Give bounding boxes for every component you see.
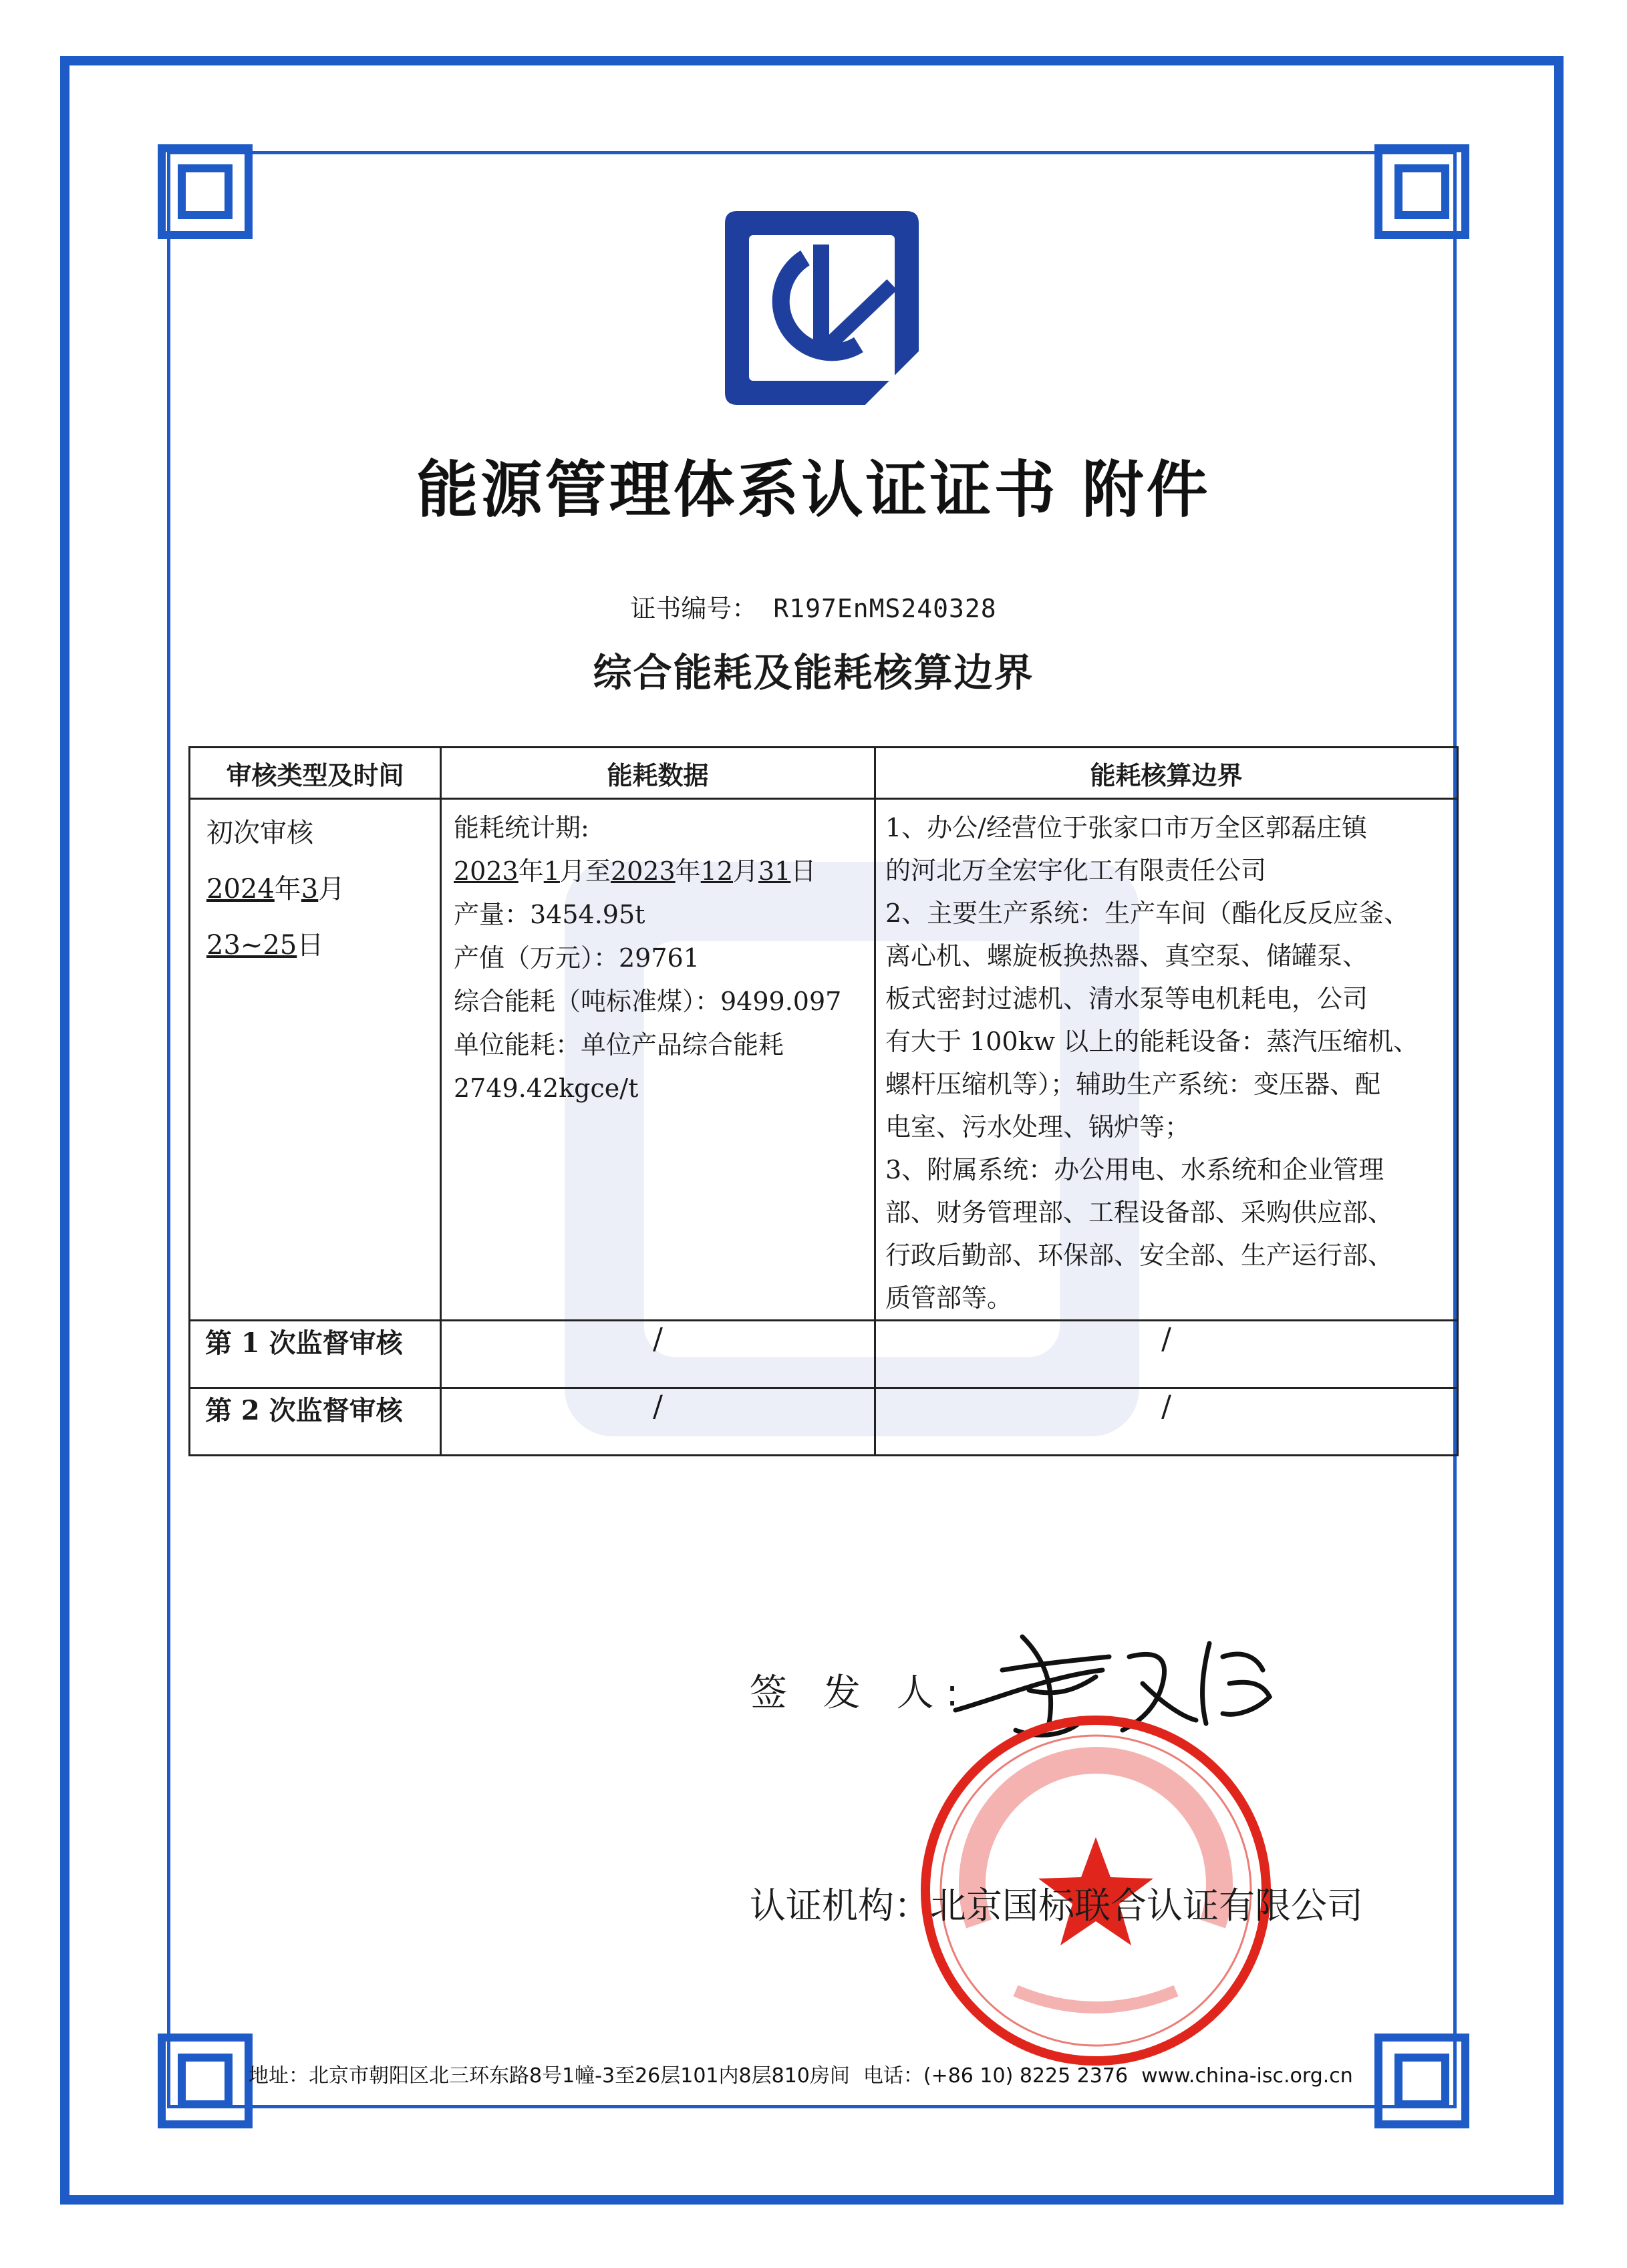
boundary-line: 1、办公/经营位于张家口市万全区郭磊庄镇 [885, 813, 1367, 842]
initial-audit-type: 初次审核 [206, 818, 313, 848]
certificate-number-label: 证书编号： [630, 594, 758, 623]
surveillance-1-boundary: / [875, 1321, 1458, 1388]
production-value: 产值（万元）：29761 [454, 943, 700, 973]
statistics-period-label: 能耗统计期: [454, 813, 589, 842]
section-subtitle: 综合能耗及能耗核算边界 [593, 650, 1034, 695]
unit-energy-label: 单位能耗：单位产品综合能耗 [454, 1030, 784, 1060]
energy-data-cell [441, 799, 875, 1321]
energy-boundary-cell [875, 799, 1458, 1321]
table-row-surveillance-1 [190, 1321, 1458, 1388]
comprehensive-energy: 综合能耗（吨标准煤）：9499.097 [454, 987, 842, 1016]
boundary-line: 部、财务管理部、工程设备部、采购供应部、 [885, 1198, 1394, 1227]
header-audit-type: 审核类型及时间 [190, 748, 441, 799]
surveillance-2-boundary: / [875, 1388, 1458, 1456]
corner-ornament-bottom-left [155, 2031, 255, 2131]
boundary-line: 质管部等。 [885, 1283, 1013, 1313]
footer-address: 地址：北京市朝阳区北三环东路8号1幢-3至26层101内8层810房间 [249, 2064, 850, 2088]
surveillance-1-label: 第 1 次监督审核 [190, 1321, 441, 1388]
boundary-line: 电室、污水处理、锅炉等； [885, 1112, 1191, 1142]
corner-ornament-top-left [155, 142, 255, 242]
header-energy-data: 能耗数据 [441, 748, 875, 799]
page-title: 能源管理体系认证证书 附件 [416, 454, 1211, 526]
table-header-row [190, 748, 1458, 799]
footer-website: www.china-isc.org.cn [1141, 2064, 1353, 2088]
certificate-number [0, 588, 1627, 625]
surveillance-1-data: / [441, 1321, 875, 1388]
certificate-number-value: R197EnMS240328 [773, 594, 997, 623]
corner-ornament-bottom-right [1372, 2031, 1472, 2131]
boundary-line: 行政后勤部、环保部、安全部、生产运行部、 [885, 1241, 1394, 1270]
initial-audit-cell [190, 799, 441, 1321]
boundary-line: 离心机、螺旋板换热器、真空泵、储罐泵、 [885, 941, 1368, 971]
company-logo [725, 211, 919, 405]
initial-audit-days: 23~25日 [206, 930, 324, 961]
boundary-line: 有大于 100kw 以上的能耗设备：蒸汽压缩机、 [885, 1027, 1419, 1056]
boundary-line: 3、附属系统：办公用电、水系统和企业管理 [885, 1155, 1384, 1184]
table-row-initial [190, 799, 1458, 1321]
boundary-line: 螺杆压缩机等）；辅助生产系统：变压器、配 [885, 1070, 1381, 1099]
table-row-surveillance-2 [190, 1388, 1458, 1456]
energy-table [188, 746, 1459, 1456]
output-value: 产量：3454.95t [454, 900, 645, 929]
footer-contact [249, 2059, 1366, 2088]
boundary-line: 板式密封过滤机、清水泵等电机耗电，公司 [885, 984, 1368, 1013]
certification-body: 认证机构：北京国标联合认证有限公司 [750, 1885, 1363, 1927]
surveillance-2-label: 第 2 次监督审核 [190, 1388, 441, 1456]
boundary-line: 2、主要生产系统：生产车间（酯化反反应釜、 [885, 899, 1410, 928]
surveillance-2-data: / [441, 1388, 875, 1456]
boundary-line: 的河北万全宏宇化工有限责任公司 [885, 856, 1267, 885]
corner-ornament-top-right [1372, 142, 1472, 242]
statistics-period: 2023年1月至2023年12月31日 [454, 856, 817, 886]
unit-energy-value: 2749.42kgce/t [454, 1074, 639, 1103]
footer-phone: 电话：(+86 10) 8225 2376 [863, 2064, 1129, 2088]
issuer-label: 签 发 人: [750, 1671, 971, 1715]
initial-audit-date: 2024年3月 [206, 874, 345, 905]
header-energy-boundary: 能耗核算边界 [875, 748, 1458, 799]
